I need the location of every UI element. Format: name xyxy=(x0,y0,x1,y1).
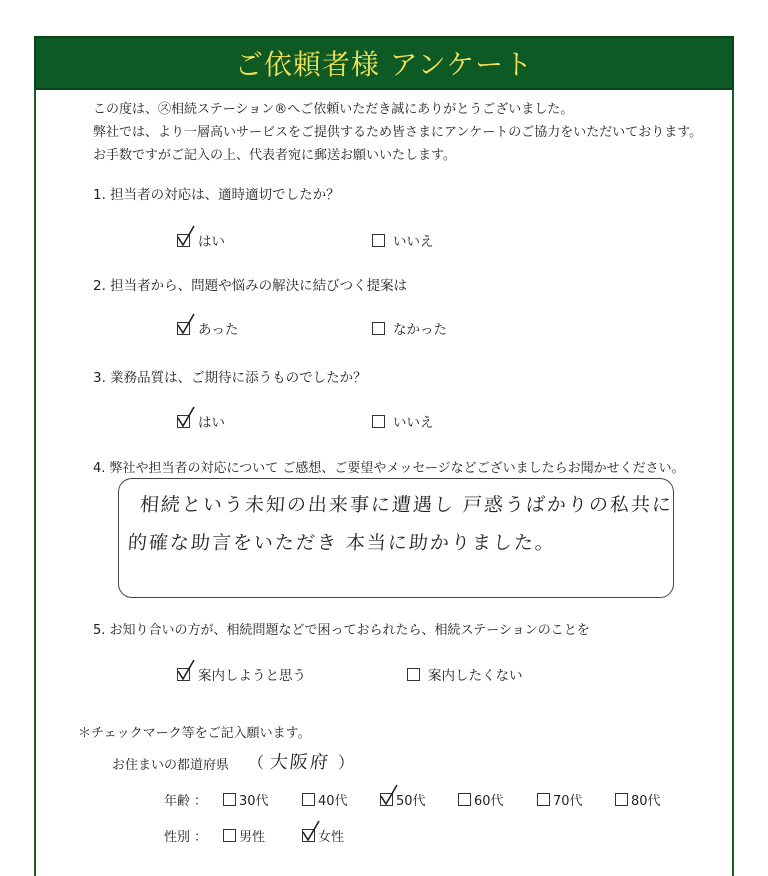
q3-option-yes[interactable] xyxy=(177,411,225,431)
checkbox[interactable] xyxy=(407,668,420,681)
age-option-label: 40代 xyxy=(318,794,348,809)
checkbox[interactable] xyxy=(372,322,385,335)
page-title: ご依頼者様 アンケート xyxy=(234,48,534,81)
checkbox[interactable] xyxy=(537,793,550,806)
comment-line-2: 的確な助言をいただき 本当に助かりました。 xyxy=(127,532,557,554)
checkbox[interactable] xyxy=(302,829,315,842)
q1-option-no-label: いいえ xyxy=(393,234,434,250)
checkbox[interactable] xyxy=(177,234,190,247)
checkbox[interactable] xyxy=(223,793,236,806)
prefecture-close-paren: ） xyxy=(338,753,355,772)
gender-option-female[interactable] xyxy=(302,826,344,845)
checkbox[interactable] xyxy=(458,793,471,806)
intro-line-2: 弊社では、より一層高いサービスをご提供するため皆さまにアンケートのご協力をいただいております。 xyxy=(93,125,703,140)
age-label: 年齢 ： xyxy=(164,794,208,809)
q2-option-yes-label: あった xyxy=(198,322,239,338)
checkbox[interactable] xyxy=(223,829,236,842)
age-option-label: 80代 xyxy=(631,794,661,809)
q3-option-no[interactable] xyxy=(372,411,434,431)
gender-option-label: 男性 xyxy=(239,830,266,845)
age-option-60[interactable] xyxy=(458,790,504,809)
q5-option-no-label: 案内したくない xyxy=(428,668,523,684)
q3-option-no-label: いいえ xyxy=(393,415,434,431)
checkbox[interactable] xyxy=(380,793,393,806)
q5-option-yes[interactable] xyxy=(177,664,306,684)
checkbox[interactable] xyxy=(372,415,385,428)
checkmark-icon xyxy=(176,659,196,681)
checkmark-icon xyxy=(301,820,321,842)
age-option-label: 30代 xyxy=(239,794,269,809)
checkmark-icon xyxy=(379,784,399,806)
gender-label: 性別 ： xyxy=(164,830,208,845)
q1-option-no[interactable] xyxy=(372,230,434,250)
q1-option-yes-label: はい xyxy=(198,234,225,250)
comment-line-1: 相続という未知の出来事に遭遇し 戸惑うばかりの私共に xyxy=(139,494,674,516)
age-option-50[interactable] xyxy=(380,790,426,809)
age-option-30[interactable] xyxy=(223,790,269,809)
checkbox[interactable] xyxy=(177,668,190,681)
prefecture-open-paren: （ xyxy=(248,753,265,772)
q1-option-yes[interactable] xyxy=(177,230,225,250)
age-option-label: 70代 xyxy=(553,794,583,809)
gender-option-male[interactable] xyxy=(223,826,265,845)
intro-text xyxy=(93,98,702,167)
age-option-70[interactable] xyxy=(537,790,583,809)
age-option-label: 50代 xyxy=(396,794,426,809)
checkmark-icon xyxy=(176,225,196,247)
q3-option-yes-label: はい xyxy=(198,415,225,431)
intro-line-1: この度は、㋜相続ステーション®へご依頼いただき誠にありがとうございました。 xyxy=(93,102,574,117)
question-2: 2. 担当者から、問題や悩みの解決に結びつく提案は xyxy=(93,278,408,294)
checkbox[interactable] xyxy=(177,415,190,428)
q2-option-yes[interactable] xyxy=(177,318,238,338)
checkbox[interactable] xyxy=(302,793,315,806)
checkbox[interactable] xyxy=(372,234,385,247)
prefecture-value[interactable]: 大阪府 xyxy=(268,752,331,773)
age-option-label: 60代 xyxy=(474,794,504,809)
header-banner xyxy=(34,36,734,90)
age-option-80[interactable] xyxy=(615,790,661,809)
question-5: 5. お知り合いの方が、相続問題などで困っておられたら、相続ステーションのことを xyxy=(93,623,590,638)
checkbox[interactable] xyxy=(177,322,190,335)
question-1: 1. 担当者の対応は、適時適切でしたか？ xyxy=(93,187,340,203)
q2-option-no[interactable] xyxy=(372,318,447,338)
q2-option-no-label: なかった xyxy=(393,322,447,338)
intro-line-3: お手数ですがご記入の上、代表者宛に郵送お願いいたします。 xyxy=(93,148,456,163)
checkbox[interactable] xyxy=(615,793,628,806)
question-3: 3. 業務品質は、ご期待に添うものでしたか？ xyxy=(93,370,367,386)
gender-option-label: 女性 xyxy=(318,830,345,845)
checkmark-note: ＊チェックマーク等をご記入願います。 xyxy=(78,726,311,741)
age-option-40[interactable] xyxy=(302,790,348,809)
question-4: 4. 弊社や担当者の対応について ご感想、ご要望やメッセージなどございましたらお聞かせください。 xyxy=(93,461,685,476)
checkmark-icon xyxy=(176,406,196,428)
prefecture-label: お住まいの都道府県 xyxy=(112,758,230,773)
checkmark-icon xyxy=(176,313,196,335)
q5-option-yes-label: 案内しようと思う xyxy=(198,668,306,684)
q5-option-no[interactable] xyxy=(407,664,523,684)
